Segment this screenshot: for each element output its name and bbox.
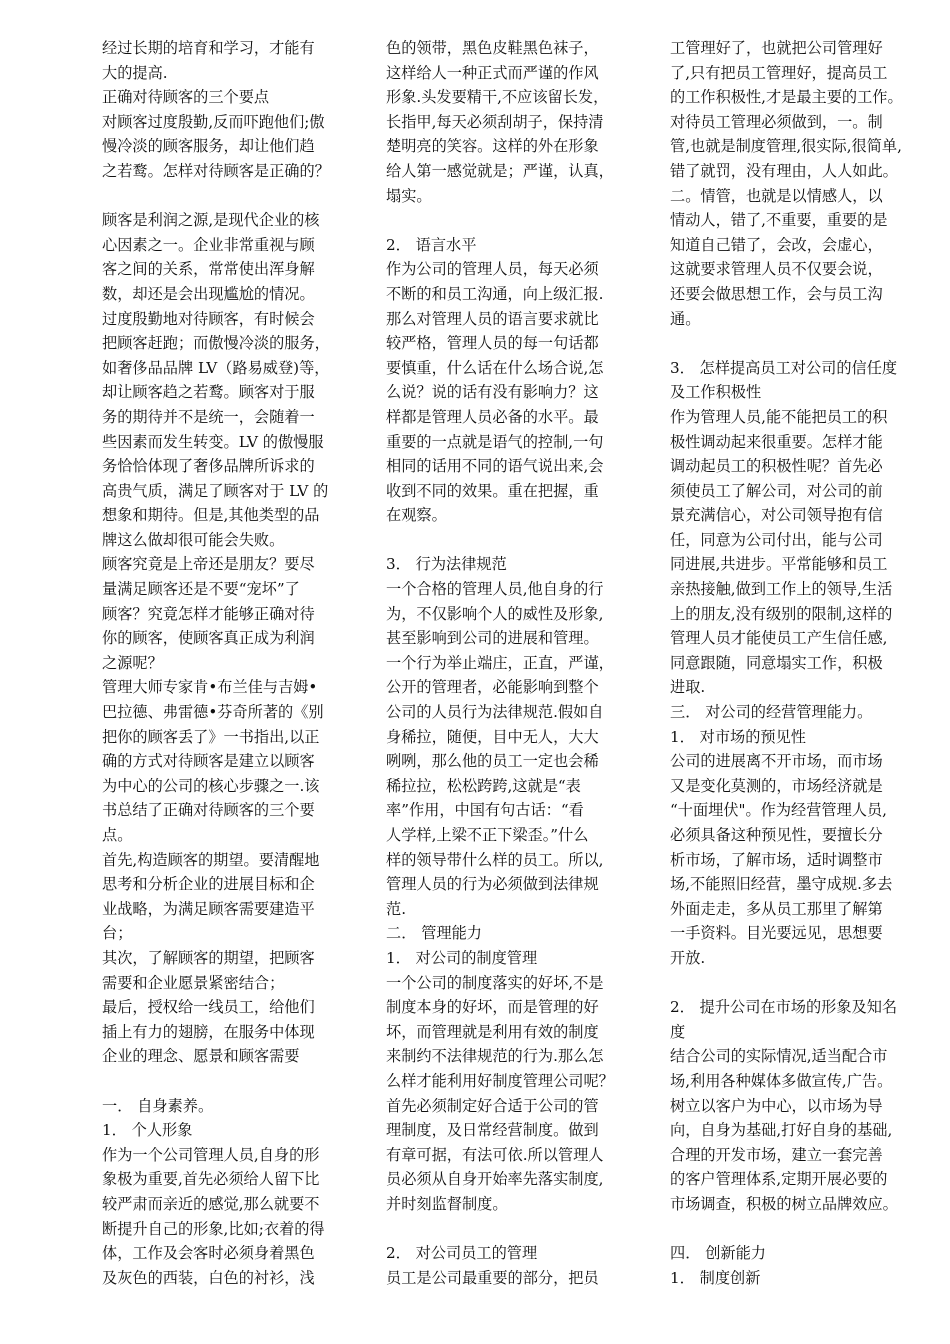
text-line: 巴拉德、弗雷德•芬奇所著的《别 [102, 703, 324, 722]
text-line: 同进展,共进步。平常能够和员工 [670, 555, 888, 574]
text-line: 点。 [102, 826, 133, 844]
text-line: 较严肃而亲近的感觉,那么就要不 [102, 1194, 320, 1213]
text-line: “十面埋伏"。作为经营管理人员, [670, 801, 888, 820]
text-line: 任，同意为公司付出，能与公司 [670, 530, 883, 549]
text-line: 象极为重要,首先必须给人留下比 [102, 1170, 320, 1189]
text-line: 书总结了正确对待顾客的三个要 [102, 801, 315, 820]
text-line: 在观察。 [386, 506, 447, 525]
text-line: 正确对待顾客的三个要点 [102, 88, 270, 107]
text-line: 身稀拉，随便，目中无人，大大 [386, 727, 599, 746]
text-line: 一手资料。目光要远见，思想要 [670, 924, 883, 943]
text-line: 2． 语言水平 [386, 235, 477, 254]
text-line: 对顾客过度殷勤,反而吓跑他们;傲 [102, 112, 325, 131]
text-line: 管理人员才能使员工产生信任感, [670, 629, 888, 648]
text-line: 收到不同的效果。重在把握，重 [386, 481, 599, 500]
text-line: 二． 管理能力 [386, 924, 482, 943]
text-line: 调动起员工的积极性呢？首先必 [670, 457, 883, 476]
text-line [102, 1069, 360, 1094]
text-line: 些因素而发生转变。LV 的傲慢服 [102, 432, 324, 451]
text-line: 首先,构造顾客的期望。要清醒地 [102, 850, 320, 869]
text-line: 相同的话用不同的语气说出来,会 [386, 457, 604, 476]
text-line: 管,也就是制度管理,很实际,很简单, [670, 137, 902, 156]
text-line: 公司的人员行为法律规范.假如自 [386, 703, 604, 722]
text-line [102, 184, 360, 209]
text-line: 样都是管理人员必备的水平。最 [386, 407, 599, 426]
text-line: 需要和企业愿景紧密结合； [102, 973, 285, 992]
text-line: 管理大师专家肯•布兰佳与吉姆• [102, 678, 318, 697]
text-line [670, 331, 932, 356]
text-line: 通。 [670, 309, 701, 328]
text-line: 进取. [670, 678, 706, 697]
text-line: 作为公司的管理人员，每天必须 [386, 260, 599, 279]
text-line: 务恰恰体现了奢侈品牌所诉求的 [102, 457, 315, 476]
text-line: 1． 对公司的制度管理 [386, 948, 538, 967]
text-line: 首先必须制定好合适于公司的管 [386, 1096, 599, 1115]
text-line: 如奢侈品品牌 LV（路易威登)等， [102, 358, 330, 377]
text-line: 这样给人一种正式而严谨的作风 [386, 63, 599, 82]
text-line: 作为管理人员,能不能把员工的积 [670, 407, 888, 426]
text-line: 度 [670, 1022, 686, 1041]
text-line: 顾客究竟是上帝还是朋友？要尽 [102, 555, 315, 574]
text-line: 插上有力的翅膀，在服务中体现 [102, 1022, 315, 1041]
text-line: 率”作用，中国有句古话：“看 [386, 801, 584, 820]
text-line: 你的顾客，使顾客真正成为利润 [102, 629, 315, 648]
text-line: 人学样,上梁不正下梁歪。”什么 [386, 826, 589, 844]
text-line: 知道自己错了，会改，会虚心， [670, 235, 883, 254]
text-line: 场,利用各种媒体多做宣传,广告。 [670, 1071, 893, 1090]
text-line: 3． 怎样提高员工对公司的信任度 [670, 358, 898, 377]
text-line: 结合公司的实际情况,适当配合市 [670, 1047, 888, 1066]
text-line: 客之间的关系，常常使出浑身解 [102, 260, 315, 279]
text-line: 数，却还是会出现尴尬的情况。 [102, 284, 315, 303]
text-line: 工管理好了，也就把公司管理好 [670, 39, 883, 57]
text-line: 又是变化莫测的，市场经济就是 [670, 776, 883, 795]
text-line: 错了就罚，没有理由，人人如此。 [670, 161, 898, 180]
text-line: 业战略，为满足顾客需要建造平 [102, 899, 315, 918]
text-line: 一个公司的制度落实的好坏,不是 [386, 973, 604, 992]
text-line: 并时刻监督制度。 [386, 1194, 508, 1213]
text-line: 顾客？究竟怎样才能够正确对待 [102, 604, 315, 623]
text-line: 2． 对公司员工的管理 [386, 1244, 538, 1263]
text-line: 么说？说的话有没有影响力？这 [386, 383, 599, 402]
text-line: 亲热接触,做到工作上的领导,生活 [670, 580, 893, 599]
text-line: 了,只有把员工管理好，提高员工 [670, 63, 888, 82]
text-line: 四． 创新能力 [670, 1244, 766, 1263]
text-line: 1． 对市场的预见性 [670, 727, 806, 746]
text-line: 必须具备这种预见性，要擅长分 [670, 826, 883, 844]
text-line: 体，工作及会客时必须身着黑色 [102, 1244, 315, 1263]
text-line: 向，自身为基础,打好自身的基础, [670, 1121, 893, 1140]
text-line: 不断的和员工沟通，向上级汇报. [386, 284, 604, 303]
text-line [670, 971, 932, 996]
text-line: 还要会做思想工作，会与员工沟 [670, 284, 883, 303]
text-line: 管理人员的行为必须做到法律规 [386, 875, 599, 894]
text-column-1 [102, 36, 360, 1290]
text-line: 较严格，管理人员的每一句话都 [386, 334, 599, 353]
text-column-2 [386, 36, 644, 1290]
text-line: 须使员工了解公司，对公司的前 [670, 481, 883, 500]
text-line: 情动人，错了,不重要，重要的是 [670, 211, 888, 230]
text-line: 的客户管理体系,定期开展必要的 [670, 1170, 888, 1189]
text-line: 公司的进展离不开市场，而市场 [670, 752, 883, 771]
text-line: 一个行为举止端庄，正直，严谨， [386, 653, 614, 672]
text-line: 员必须从自身开始率先落实制度, [386, 1170, 604, 1189]
text-line: 3． 行为法律规范 [386, 555, 507, 574]
text-line: 给人第一感觉就是；严谨，认真， [386, 161, 614, 180]
text-line: 心因素之一。企业非常重视与顾 [102, 235, 315, 254]
text-line [386, 1217, 644, 1242]
text-line: 一． 自身素养。 [102, 1096, 214, 1115]
text-line: 过度殷勤地对待顾客，有时候会 [102, 309, 315, 328]
text-line: 外面走走，多从员工那里了解第 [670, 899, 883, 918]
text-line: 最后，授权给一线员工，给他们 [102, 998, 315, 1017]
text-line: 公开的管理者，必能影响到整个 [386, 678, 599, 697]
text-line: 析市场，了解市场，适时调整市 [670, 850, 883, 869]
text-line: 来制约不法律规范的行为.那么怎 [386, 1047, 604, 1066]
text-line: 一个合格的管理人员,他自身的行 [386, 580, 604, 599]
text-line: 开放. [670, 948, 706, 967]
text-line: 对待员工管理必须做到，一。制 [670, 112, 883, 131]
text-column-3 [670, 36, 932, 1290]
text-line: 三． 对公司的经营管理能力。 [670, 703, 873, 722]
text-line: 高贵气质，满足了顾客对于 LV 的 [102, 481, 329, 500]
text-line: 极性调动起来很重要。怎样才能 [670, 432, 883, 451]
text-line [386, 208, 644, 233]
text-line: 形象.头发要精干,不应该留长发， [386, 88, 609, 107]
text-line: 断提升自己的形象,比如;衣着的得 [102, 1219, 325, 1238]
text-line: 市场调查，积极的树立品牌效应。 [670, 1194, 898, 1213]
text-line: 及工作积极性 [670, 383, 762, 402]
text-line: 之源呢？ [102, 653, 163, 672]
text-line: 稀拉拉，松松跨跨,这就是“表 [386, 776, 581, 795]
text-line [386, 528, 644, 553]
text-line: 样的领导带什么样的员工。所以, [386, 850, 604, 869]
text-line: 么样才能利用好制度管理公司呢？ [386, 1071, 614, 1090]
text-line: 为中心的公司的核心步骤之一.该 [102, 776, 320, 795]
text-line: 员工是公司最重要的部分，把员 [386, 1268, 599, 1287]
text-line: 制度本身的好坏，而是管理的好 [386, 998, 599, 1017]
text-line: 长指甲,每天必须刮胡子，保持清 [386, 112, 604, 131]
text-line: 那么对管理人员的语言要求就比 [386, 309, 599, 328]
text-line: 及灰色的西装，白色的衬衫，浅 [102, 1268, 315, 1287]
text-line: 场,不能照旧经营，墨守成规.多去 [670, 875, 893, 894]
text-line: 之若鹜。怎样对待顾客是正确的？ [102, 161, 330, 180]
text-line: 合理的开发市场，建立一套完善 [670, 1145, 883, 1164]
text-line: 1． 个人形象 [102, 1121, 193, 1140]
text-line: 色的领带，黑色皮鞋黑色袜子， [386, 39, 599, 57]
text-line: 1． 制度创新 [670, 1268, 761, 1287]
text-line: 同意跟随，同意塌实工作，积极 [670, 653, 883, 672]
text-line: 景充满信心，对公司领导抱有信 [670, 506, 883, 525]
text-line: 量满足顾客还是不要“宠坏”了 [102, 580, 300, 599]
text-line: 塌实。 [386, 186, 432, 205]
text-line: 要慎重，什么话在什么场合说,怎 [386, 358, 604, 377]
text-line: 企业的理念、愿景和顾客需要 [102, 1047, 300, 1066]
text-line: 大的提高. [102, 63, 168, 82]
text-line: 树立以客户为中心，以市场为导 [670, 1096, 883, 1115]
text-line: 想象和期待。但是,其他类型的品 [102, 506, 320, 525]
text-line: 牌这么做却很可能会失败。 [102, 530, 285, 549]
text-line: 把你的顾客丢了》一书指出,以正 [102, 727, 320, 746]
text-line: 范. [386, 899, 407, 918]
text-line: 思考和分析企业的进展目标和企 [102, 875, 315, 894]
text-line: 重要的一点就是语气的控制,一句 [386, 432, 604, 451]
text-line: 2． 提升公司在市场的形象及知名 [670, 998, 898, 1017]
text-line: 作为一个公司管理人员,自身的形 [102, 1145, 320, 1164]
text-line: 务的期待并不是统一，会随着一 [102, 407, 315, 426]
text-line: 理制度，及日常经营制度。做到 [386, 1121, 599, 1140]
text-line: 确的方式对待顾客是建立以顾客 [102, 752, 315, 771]
text-line: 却让顾客趋之若鹜。顾客对于服 [102, 383, 315, 402]
text-line: 坏，而管理就是利用有效的制度 [386, 1022, 599, 1041]
text-line: 其次，了解顾客的期望，把顾客 [102, 948, 315, 967]
text-line: 上的朋友,没有级别的限制,这样的 [670, 604, 893, 623]
text-line: 咧咧，那么他的员工一定也会稀 [386, 752, 599, 771]
text-line: 为，不仅影响个人的威性及形象, [386, 604, 604, 623]
text-line: 台； [102, 924, 133, 943]
text-line: 把顾客赶跑；而傲慢冷淡的服务， [102, 334, 330, 353]
text-line: 有章可据，有法可依.所以管理人 [386, 1145, 604, 1164]
text-line: 楚明亮的笑容。这样的外在形象 [386, 137, 599, 156]
text-line: 顾客是利润之源,是现代企业的核 [102, 211, 320, 230]
text-line: 甚至影响到公司的进展和管理。 [386, 629, 599, 648]
text-line: 这就要求管理人员不仅要会说， [670, 260, 883, 279]
text-line: 二。情管，也就是以情感人，以 [670, 186, 883, 205]
text-line: 的工作积极性,才是最主要的工作。 [670, 88, 903, 107]
text-line: 经过长期的培育和学习，才能有 [102, 39, 315, 57]
text-line [670, 1217, 932, 1242]
text-line: 慢冷淡的顾客服务，却让他们趋 [102, 137, 315, 156]
